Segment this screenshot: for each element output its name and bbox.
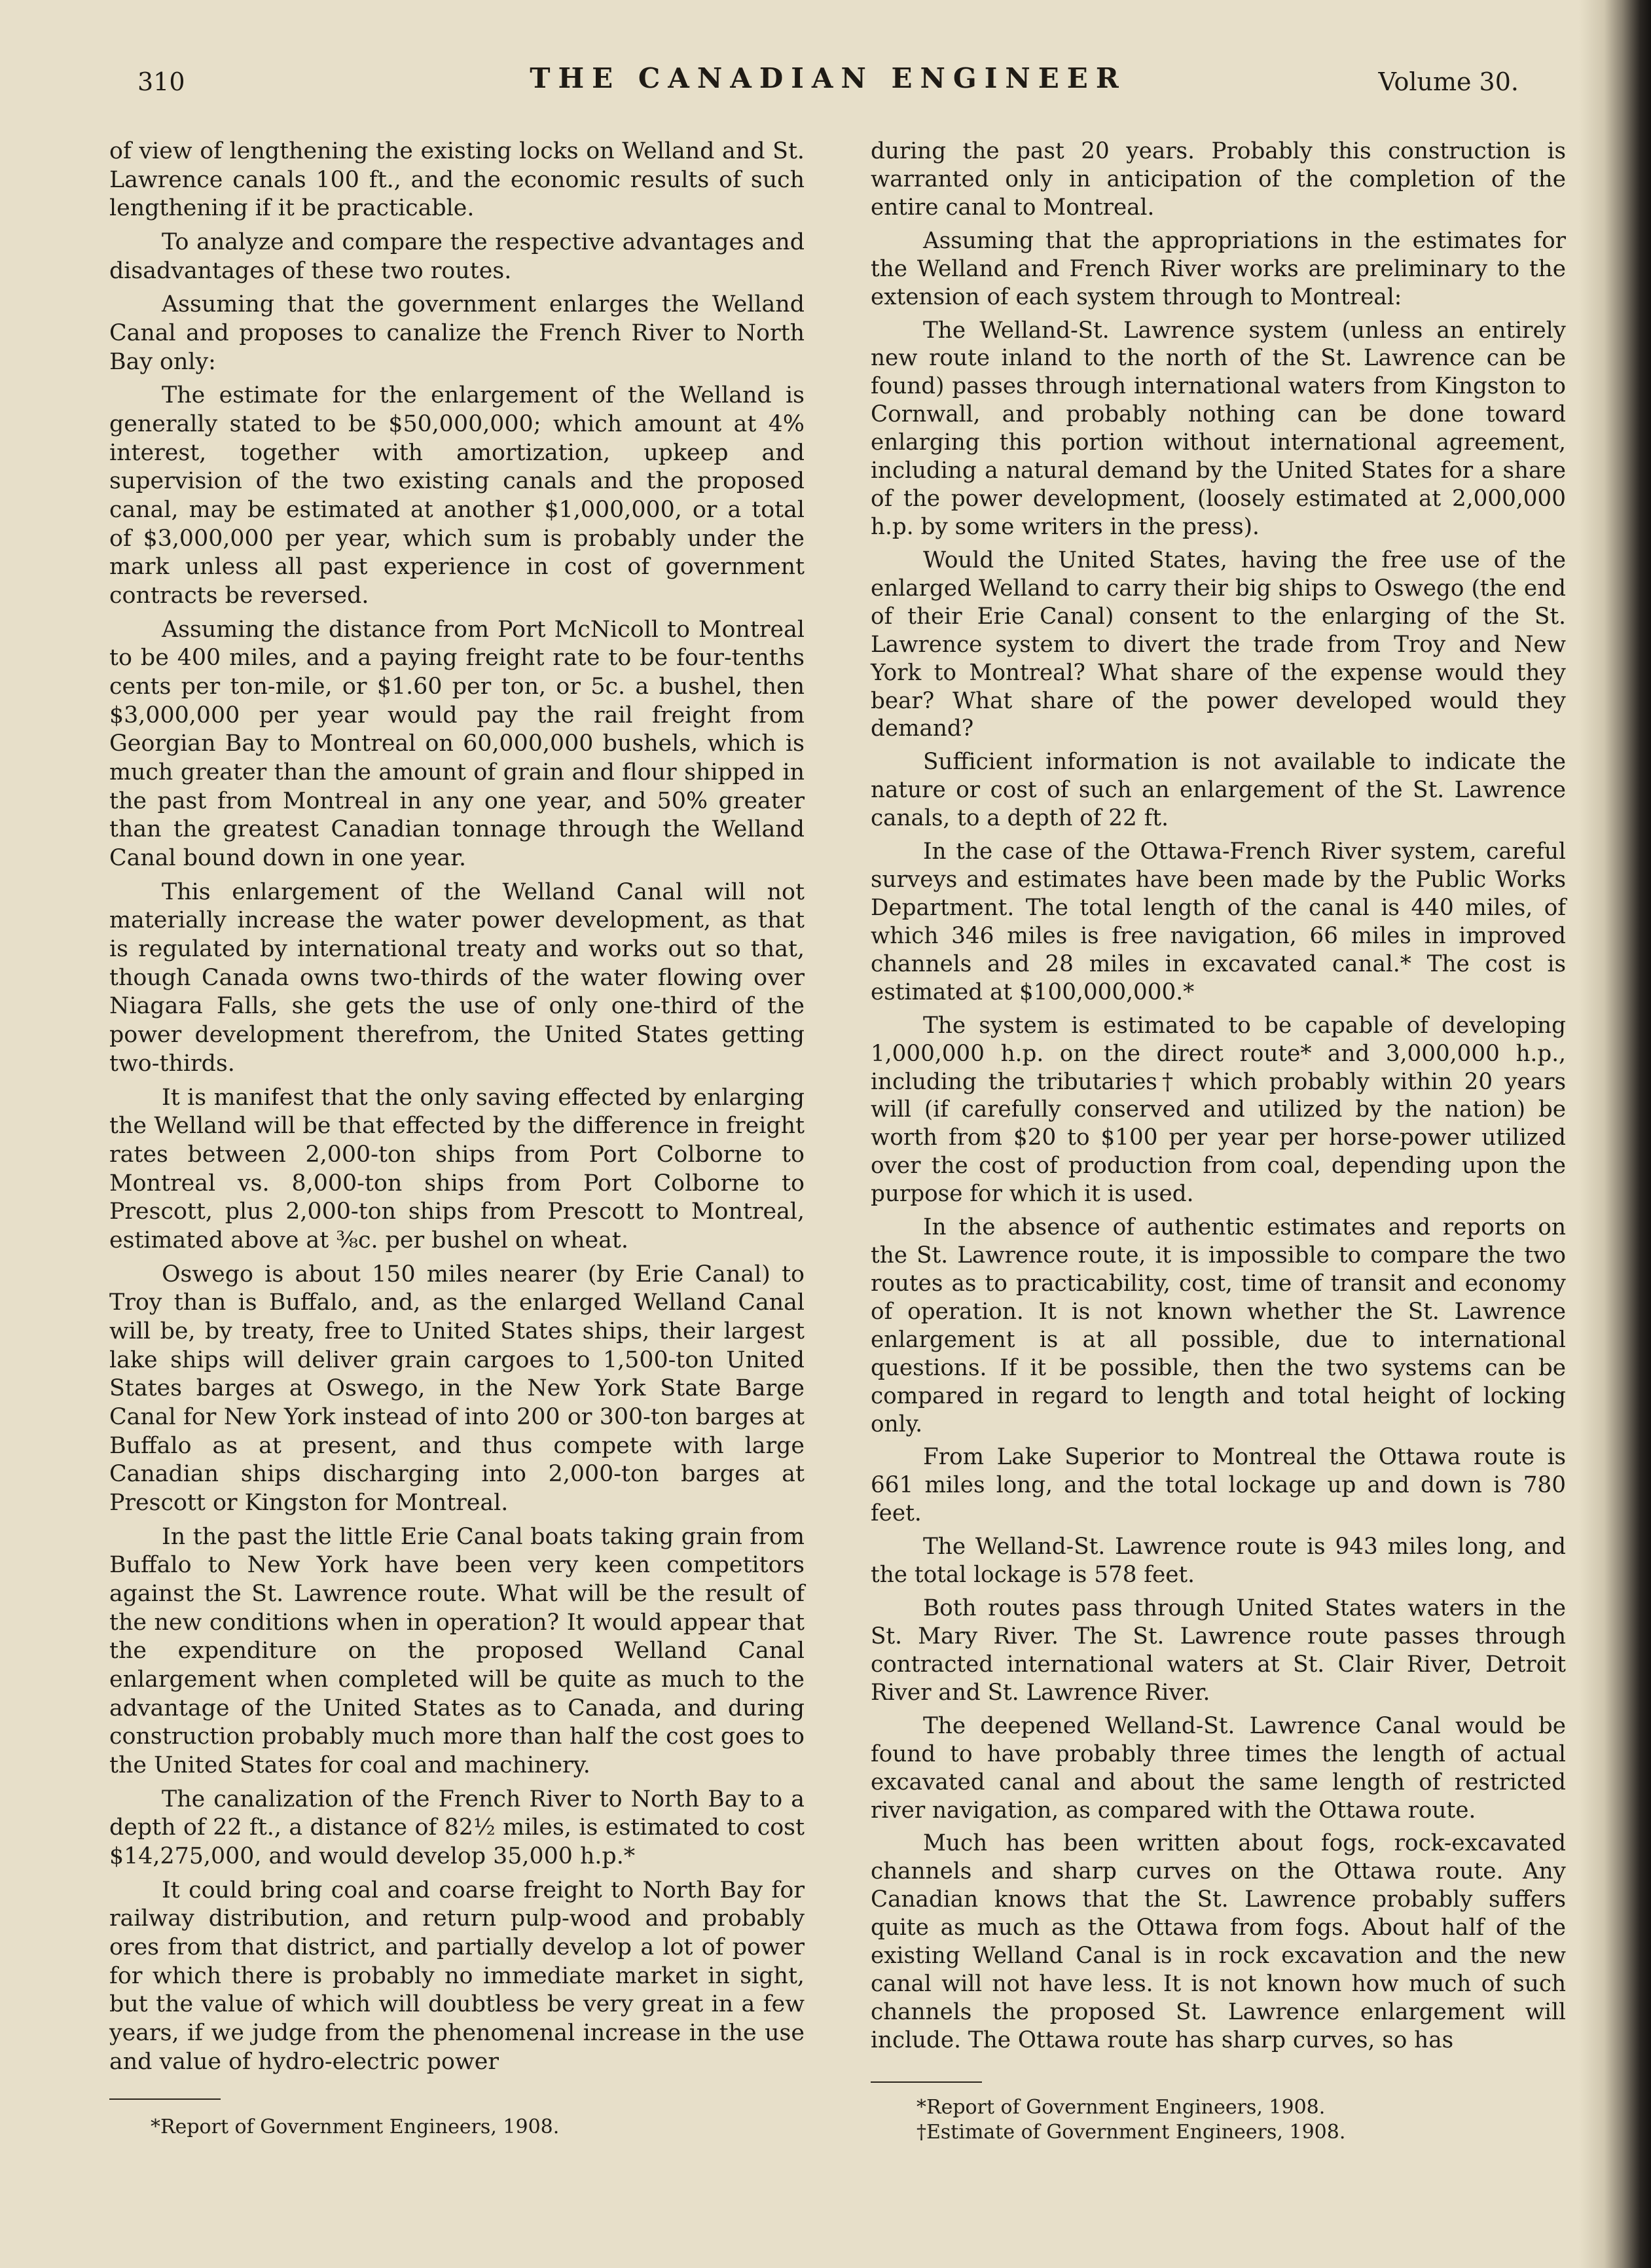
paragraph: The system is estimated to be capable of developing 1,000,000 h.p. on the direct route* and 3,000,000 h.p., including the tributaries† which probably within 20 years will (if carefully conserved and utilized by the nation) be worth from $20 to $100 per year per horse-power utilized over the cost of production from coal, depending upon the purpose for which it is used. [871, 1012, 1566, 1208]
paragraph: of view of lengthening the existing locks on Welland and St. Lawrence canals 100 ft., and the economic results of such lengthening if it be practicable. [109, 138, 805, 222]
paragraph: Much has been written about fogs, rock-excavated channels and sharp curves on the Ottawa route. Any Canadian knows that the St. Lawrence probably suffers quite as much as the Ottawa from fogs. About half of the existing Welland Canal is in rock excavation and the new canal will not have less. It is not known how much of such channels the proposed St. Lawrence enlargement will include. The Ottawa route has sharp curves, so has [871, 1830, 1566, 2053]
right-column [871, 137, 1566, 2060]
paragraph: The deepened Welland-St. Lawrence Canal would be found to have probably three times the length of actual excavated canal and about the same length of restricted river navigation, as compared with the Ottawa route. [871, 1712, 1566, 1824]
paragraph: In the case of the Ottawa-French River system, careful surveys and estimates have been made by the Public Works Department. The total length of the canal is 440 miles, of which 346 miles is free navigation, 66 miles in improved channels and 28 miles in excavated canal.* The cost is estimated at $100,000,000.* [871, 838, 1566, 1005]
paragraph: The Welland-St. Lawrence system (unless an entirely new route inland to the north of the St. Lawrence can be found) passes through international waters from Kingston to Cornwall, and probably nothing can be done toward enlarging this portion without international agreement, including a natural demand by the United States for a share of the power development, (loosely estimated at 2,000,000 h.p. by some writers in the press). [871, 317, 1566, 540]
paragraph: Both routes pass through United States waters in the St. Mary River. The St. Lawrence route passes through contracted international waters at St. Clair River, Detroit River and St. Lawrence River. [871, 1595, 1566, 1706]
page-number: 310 [137, 67, 185, 96]
page-edge-shadow [1579, 0, 1651, 2268]
paragraph: Oswego is about 150 miles nearer (by Erie Canal) to Troy than is Buffalo, and, as the enlarged Welland Canal will be, by treaty, free to United States ships, their largest lake ships will deliver grain cargoes to 1,500-ton United States barges at Oswego, in the New York State Barge Canal for New York instead of into 200 or 300-ton barges at Buffalo as at present, and thus compete with large Canadian ships discharging into 2,000-ton barges at Prescott or Kingston for Montreal. [109, 1261, 805, 1516]
paragraph: Assuming the distance from Port McNicoll to Montreal to be 400 miles, and a paying freight rate to be four-tenths cents per ton-mile, or $1.60 per ton, or 5c. a bushel, then $3,000,000 per year would pay the rail freight from Georgian Bay to Montreal on 60,000,000 bushels, which is much greater than the amount of grain and flour shipped in the past from Montreal in any one year, and 50% greater than the greatest Canadian tonnage through the Welland Canal bound down in one year. [109, 616, 805, 872]
paragraph: In the absence of authentic estimates and reports on the St. Lawrence route, it is impossible to compare the two routes as to practicability, cost, time of transit and economy of operation. It is not known whether the St. Lawrence enlargement is at all possible, due to international questions. If it be possible, then the two systems can be compared in regard to length and total height of locking only. [871, 1214, 1566, 1437]
volume-label: Volume 30. [1378, 67, 1519, 96]
paragraph: It is manifest that the only saving effected by enlarging the Welland will be that effected by the difference in freight rates between 2,000-ton ships from Port Colborne to Montreal vs. 8,000-ton ships from Port Colborne to Prescott, plus 2,000-ton ships from Prescott to Montreal, estimated above at ⅜c. per bushel on wheat. [109, 1084, 805, 1253]
paragraph: The Welland-St. Lawrence route is 943 miles long, and the total lockage is 578 feet. [871, 1534, 1566, 1589]
paragraph: Assuming that the government enlarges the Welland Canal and proposes to canalize the French River to North Bay only: [109, 291, 805, 375]
paragraph: The canalization of the French River to North Bay to a depth of 22 ft., a distance of 82½ miles, is estimated to cost $14,275,000, and would develop 35,000 h.p.* [109, 1786, 805, 1869]
paragraph: Would the United States, having the free use of the enlarged Welland to carry their big ships to Oswego (the end of their Erie Canal) consent to the enlarging of the St. Lawrence system to divert the trade from Troy and New York to Montreal? What share of the expense would they bear? What share of the power developed would they demand? [871, 547, 1566, 742]
paragraph: This enlargement of the Welland Canal will not materially increase the water power development, as that is regulated by international treaty and works out so that, though Canada owns two-thirds of the water flowing over Niagara Falls, she gets the use of only one-third of the power development therefrom, the United States getting two-thirds. [109, 878, 805, 1077]
footnote-right-1: *Report of Government Engineers, 1908. [916, 2096, 1326, 2119]
page-header [137, 62, 1519, 101]
paragraph: In the past the little Erie Canal boats taking grain from Buffalo to New York have been very keen competitors against the St. Lawrence route. What will be the result of the new conditions when in operation? It would appear that the expenditure on the proposed Welland Canal enlargement when completed will be quite as much to the advantage of the United States as to Canada, and during construction probably much more than half the cost goes to the United States for coal and machinery. [109, 1523, 805, 1778]
paragraph: The estimate for the enlargement of the Welland is generally stated to be $50,000,000; which amount at 4% interest, together with amortization, upkeep and supervision of the two existing canals and the proposed canal, may be estimated at another $1,000,000, or a total of $3,000,000 per year, which sum is probably under the mark unless all past experience in cost of government contracts be reversed. [109, 382, 805, 609]
paragraph: during the past 20 years. Probably this construction is warranted only in anticipation of the completion of the entire canal to Montreal. [871, 138, 1566, 221]
footnote-rule-left [109, 2098, 221, 2100]
footnote-left: *Report of Government Engineers, 1908. [151, 2115, 560, 2138]
footnote-right-2: †Estimate of Government Engineers, 1908. [916, 2121, 1346, 2144]
journal-title: THE CANADIAN ENGINEER [530, 62, 1127, 94]
left-column [109, 137, 805, 2081]
paragraph: It could bring coal and coarse freight to North Bay for railway distribution, and return pulp-wood and probably ores from that district, and partially develop a lot of power for which there is probably no immediate market in sight, but the value of which will doubtless be very great in a few years, if we judge from the phenomenal increase in the use and value of hydro-electric power [109, 1877, 805, 2075]
paragraph: Sufficient information is not available to indicate the nature or cost of such an enlargement of the St. Lawrence canals, to a depth of 22 ft. [871, 749, 1566, 832]
footnote-rule-right [871, 2081, 982, 2083]
paragraph: To analyze and compare the respective advantages and disadvantages of these two routes. [109, 229, 805, 284]
paragraph: Assuming that the appropriations in the estimates for the Welland and French River works are preliminary to the extension of each system through to Montreal: [871, 227, 1566, 310]
paragraph: From Lake Superior to Montreal the Ottawa route is 661 miles long, and the total lockage up and down is 780 feet. [871, 1444, 1566, 1527]
